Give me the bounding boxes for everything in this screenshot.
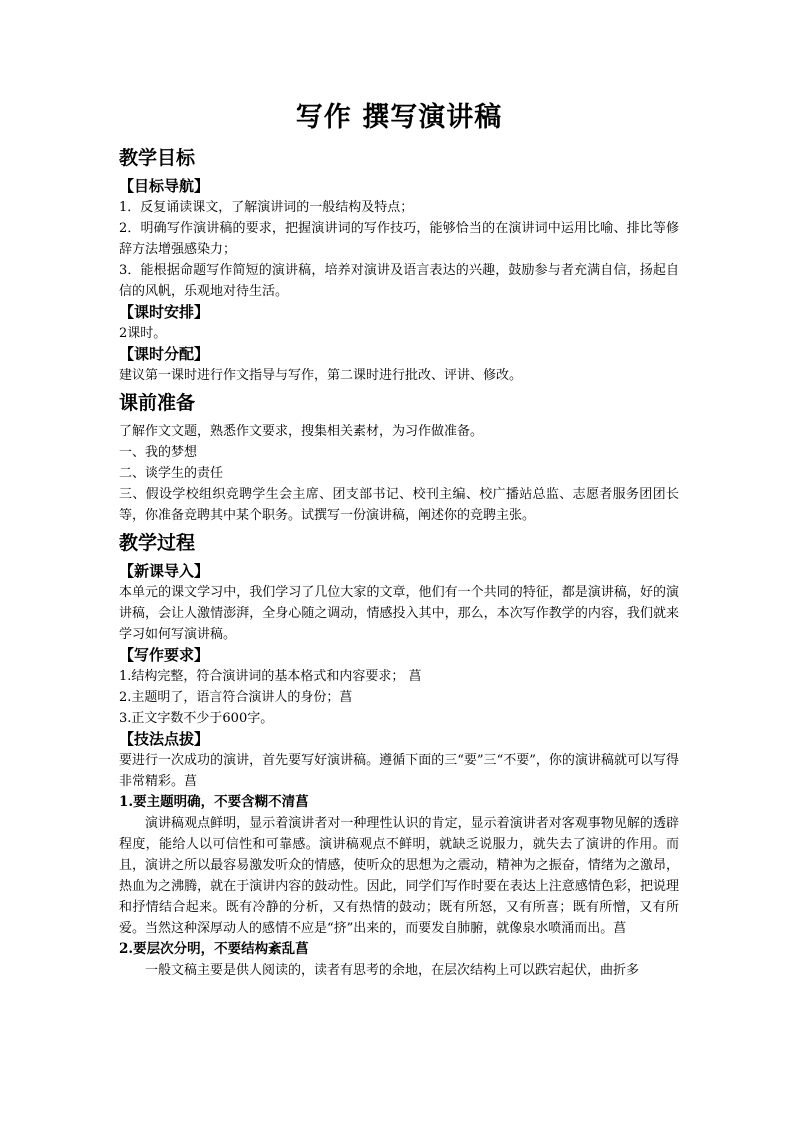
point-1-title: 1.要主题明确，不要含糊不清菖 — [119, 794, 309, 810]
point-2-text: 一般文稿主要是供人阅读的，读者有思考的余地，在层次结构上可以跌宕起伏，曲折多 — [145, 963, 640, 978]
subheading-allocation: 【课时分配】 — [119, 345, 210, 363]
requirement-3: 3.正文字数不少于600字。 — [119, 711, 274, 726]
point-1-text: 演讲稿观点鲜明，显示着演讲者对一种理性认识的肯定，显示着演讲者对客观事物见解的透辟程度，能给人以可信性和可靠感。演讲稿观点不鲜明，就缺乏说服力，就失去了演讲的作用。而且，演讲之所以最容易激发听众的情感，使听众的思想为之震动，精神为之振奋，情绪为之激昂，热血为之沸腾，就在于演讲内容的鼓动性。因此，同学们写作时要在表达上注意感情色彩，把说理和抒情结合起来。既有冷静的分析，又有热情的鼓动；既有所怒，又有所喜；既有所憎，又有所爱。当然这种深厚动人的感情不应是“挤”出来的，而要发自肺腑，就像泉水喷涌而出。菖 — [119, 816, 679, 936]
prep-topic-1: 一、我的梦想 — [119, 445, 198, 460]
intro-text: 本单元的课文学习中，我们学习了几位大家的文章，他们有一个共同的特征，都是演讲稿，好的演讲稿，会让人激情澎湃，全身心随之调动，情感投入其中，那么，本次写作教学的内容，我们就来学习如何写演讲稿。 — [119, 585, 679, 642]
subheading-schedule: 【课时安排】 — [119, 303, 210, 321]
section-heading-process: 教学过程 — [119, 532, 196, 554]
page-title: 写作 撰写演讲稿 — [295, 102, 503, 133]
goal-item-3: 3．能根据命题写作简短的演讲稿，培养对演讲及语言表达的兴趣，鼓励参与者充满自信，扬起自信的风帆，乐观地对待生活。 — [119, 263, 679, 299]
prep-topic-2: 二、谈学生的责任 — [119, 466, 224, 481]
schedule-text: 2课时。 — [119, 326, 167, 341]
point-2-title: 2.要层次分明，不要结构紊乱菖 — [119, 941, 309, 957]
requirement-2: 2.主题明了，语言符合演讲人的身份；菖 — [119, 690, 353, 705]
section-heading-prep: 课前准备 — [119, 392, 196, 414]
tips-intro: 要进行一次成功的演讲，首先要写好演讲稿。遵循下面的三“要”三“不要”，你的演讲稿就可以写得非常精彩。菖 — [119, 753, 679, 789]
section-heading-goals: 教学目标 — [119, 147, 196, 169]
goal-item-2: 2．明确写作演讲稿的要求，把握演讲词的写作技巧，能够恰当的在演讲词中运用比喻、排比等修辞方法增强感染力； — [119, 221, 679, 257]
prep-topic-3: 三、假设学校组织竞聘学生会主席、团支部书记、校刊主编、校广播站总监、志愿者服务团团长等，你准备竞聘其中某个职务。试撰写一份演讲稿，阐述你的竞聘主张。 — [119, 487, 679, 523]
document-body — [119, 100, 679, 981]
subheading-goal-nav: 【目标导航】 — [119, 177, 210, 195]
subheading-requirements: 【写作要求】 — [119, 646, 210, 664]
goal-item-1: 1．反复诵读课文，了解演讲词的一般结构及特点； — [119, 200, 414, 215]
subheading-tips: 【技法点拔】 — [119, 730, 210, 748]
prep-intro: 了解作文文题，熟悉作文要求，搜集相关素材，为习作做准备。 — [119, 424, 484, 439]
allocation-text: 建议第一课时进行作文指导与写作，第二课时进行批改、评讲、修改。 — [119, 368, 523, 383]
requirement-1: 1.结构完整，符合演讲词的基本格式和内容要求； 菖 — [119, 669, 422, 684]
subheading-intro: 【新课导入】 — [119, 562, 210, 580]
